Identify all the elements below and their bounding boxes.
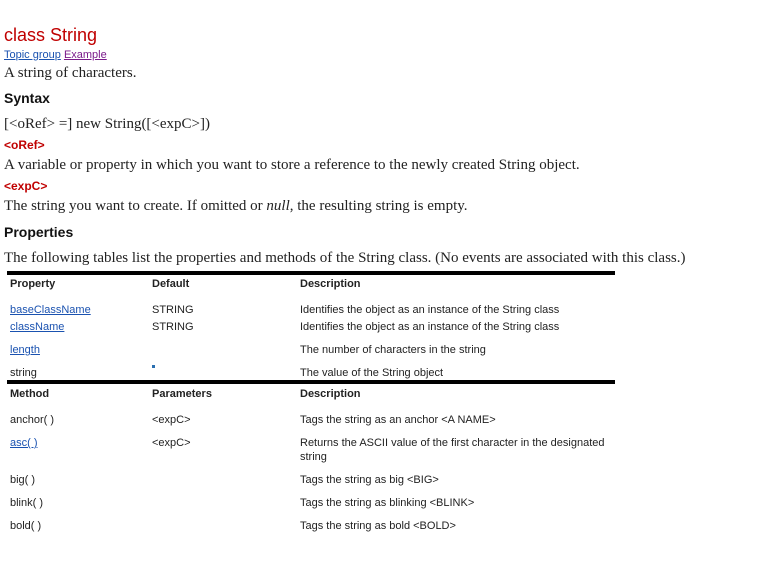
table-row — [7, 357, 615, 380]
bullet-dot-icon — [152, 365, 155, 368]
method-params — [149, 487, 297, 510]
method-params: <expC> — [152, 414, 191, 426]
method-description: Returns the ASCII value of the first character in the designated string — [300, 437, 605, 463]
syntax-line: [<oRef> =] new String([<expC>]) — [4, 116, 211, 132]
param-expc-desc: The string you want to create. If omitted or null, the resulting string is empty. — [4, 198, 468, 214]
topic-group-link[interactable]: Topic group — [4, 49, 61, 61]
method-description: Tags the string as bold <BOLD> — [300, 520, 456, 532]
property-link-baseclassname[interactable]: baseClassName — [10, 304, 91, 316]
property-description: Identifies the object as an instance of the String class — [300, 321, 560, 333]
method-link-asc[interactable]: asc( ) — [10, 437, 38, 449]
table-row — [7, 334, 615, 357]
syntax-heading: Syntax — [4, 90, 50, 106]
method-name: big( ) — [10, 474, 36, 486]
summary-text: A string of characters. — [4, 65, 137, 81]
table-row — [7, 427, 615, 464]
null-keyword: null — [266, 198, 290, 214]
method-name: anchor( ) — [10, 414, 55, 426]
param-oref-name: <oRef> — [4, 138, 45, 152]
property-link-length[interactable]: length — [10, 344, 40, 356]
method-params — [149, 464, 297, 487]
table-row — [7, 317, 615, 334]
methods-header-row — [7, 380, 615, 404]
table-row — [7, 404, 615, 427]
method-params — [149, 510, 297, 533]
property-name: string — [10, 367, 37, 379]
property-default: STRING — [152, 304, 194, 316]
table-row — [7, 464, 615, 487]
col-header-default: Default — [149, 271, 297, 294]
property-default: STRING — [152, 321, 194, 333]
properties-heading: Properties — [4, 224, 74, 240]
property-default — [149, 334, 297, 357]
properties-intro: The following tables list the properties and methods of the String class. (No events are associated with this class.) — [4, 250, 686, 266]
method-name: bold( ) — [10, 520, 42, 532]
table-row — [7, 294, 615, 317]
table-row — [7, 510, 615, 533]
example-link[interactable]: Example — [63, 49, 107, 61]
param-expc-name: <expC> — [4, 179, 48, 193]
method-name: blink( ) — [10, 497, 44, 509]
method-params: <expC> — [152, 437, 191, 449]
property-description: The value of the String object — [300, 367, 444, 379]
property-description: The number of characters in the string — [300, 344, 486, 356]
table-row — [7, 487, 615, 510]
param-oref-desc: A variable or property in which you want to store a reference to the newly created String object. — [4, 157, 580, 173]
properties-table — [7, 271, 615, 533]
method-description: Tags the string as an anchor <A NAME> — [300, 414, 496, 426]
property-link-classname[interactable]: className — [10, 321, 65, 333]
col-header-parameters: Parameters — [149, 380, 297, 404]
property-description: Identifies the object as an instance of the String class — [300, 304, 560, 316]
col-header-property: Property — [7, 271, 149, 294]
page-title: class String — [4, 25, 98, 45]
properties-header-row — [7, 271, 615, 294]
col-header-method: Method — [7, 380, 149, 404]
method-description: Tags the string as big <BIG> — [300, 474, 439, 486]
method-description: Tags the string as blinking <BLINK> — [300, 497, 475, 509]
topic-links — [4, 49, 784, 62]
col-header-description: Description — [297, 271, 615, 294]
col-header-method-description: Description — [297, 380, 615, 404]
